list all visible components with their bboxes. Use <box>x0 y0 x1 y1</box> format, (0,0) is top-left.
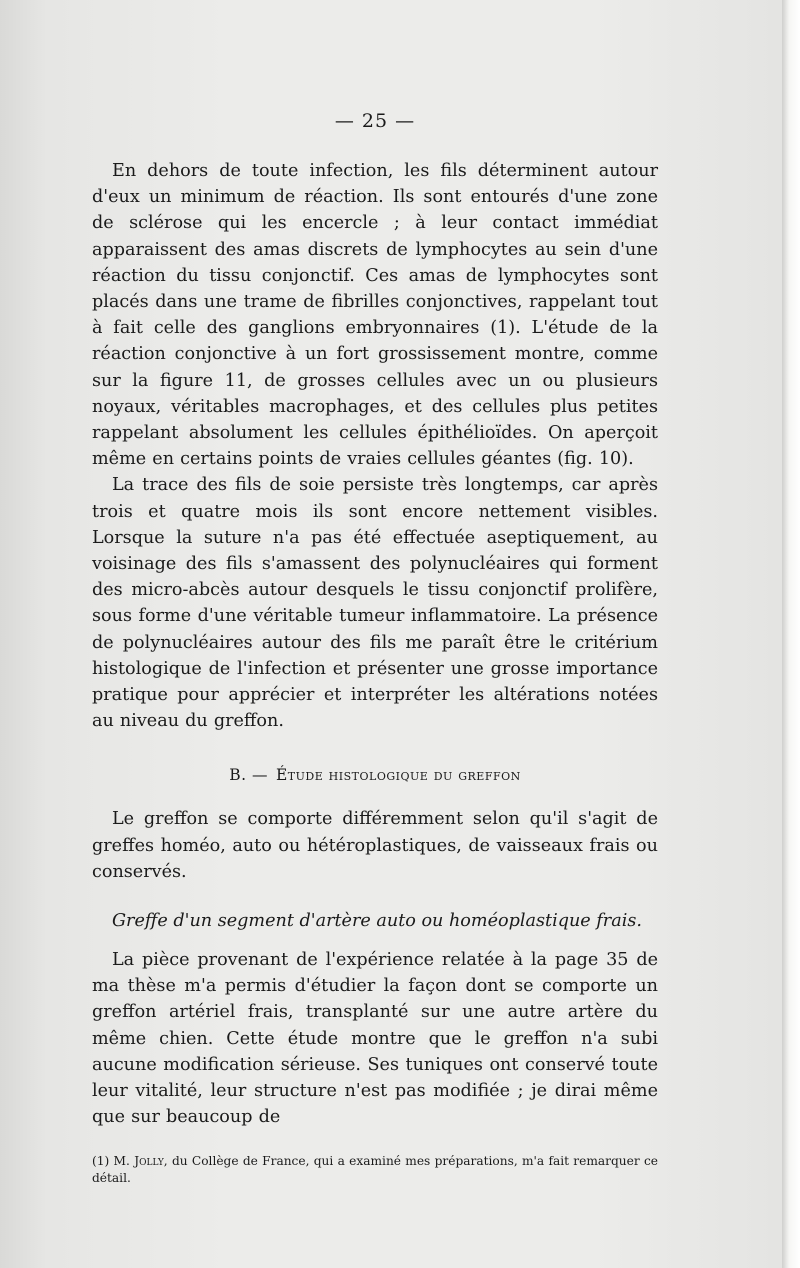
footnote-text: , du Collège de France, qui a examiné mes préparations, m'a fait remarquer ce détail. <box>92 1153 659 1185</box>
section-title: Étude histologique du greffon <box>275 766 521 785</box>
paragraph-silk-threads: La trace des fils de soie persiste très longtemps, car après trois et quatre mois ils sont encore nettement visibles. Lorsque la suture n'a pas été effectuée aseptiquement, au voisinage des fils s'amassent des polynucléaires qui forment des micro-abcès autour desquels le tissu conjonctif prolifère, sous forme d'une véritable tumeur inflammatoire. La présence de polynucléaires autour des fils me paraît être le critérium histologique de l'infection et présenter une grosse importance pratique pour apprécier et interpréter les altérations notées au niveau du greffon. <box>92 475 658 732</box>
page-edge <box>782 0 800 1268</box>
footnote <box>92 1153 658 1187</box>
footnote-author: Jolly <box>134 1153 164 1168</box>
paragraph-experiment: La pièce provenant de l'expérience relatée à la page 35 de ma thèse m'a permis d'étudier la façon dont se comporte un greffon artériel frais, transplanté sur une autre artère du même chien. Cette étude montre que le greffon n'a subi aucune modification sérieuse. Ses tuniques ont conservé toute leur vitalité, leur structure n'est pas modifiée ; je dirai même que sur beaucoup de <box>92 950 658 1128</box>
page-number: — 25 — <box>334 110 416 132</box>
section-label: B. — <box>229 766 268 785</box>
footnote-marker: (1) M. <box>92 1153 130 1168</box>
section-heading <box>92 766 658 784</box>
subheading-fresh-graft: Greffe d'un segment d'artère auto ou homéoplastique frais. <box>112 911 642 932</box>
page-content <box>92 110 658 1187</box>
paragraph-infection-reaction: En dehors de toute infection, les fils déterminent autour d'eux un minimum de réaction. Ils sont entourés d'une zone de sclérose qui les encercle ; à leur contact immédiat apparaissent des amas discrets de lymphocytes au sein d'une réaction du tissu conjonctif. Ces amas de lymphocytes sont placés dans une trame de fibrilles conjonctives, rappelant tout à fait celle des ganglions embryonnaires (1). L'étude de la réaction conjonctive à un fort grossissement montre, comme sur la figure 11, de grosses cellules avec un ou plusieurs noyaux, véritables macrophages, et des cellules plus petites rappelant absolument les cellules épithélioïdes. On aperçoit même en certains points de vraies cellules géantes (fig. 10). <box>92 161 658 470</box>
paragraph-graft-behavior: Le greffon se comporte différemment selon qu'il s'agit de greffes homéo, auto ou hétéroplastiques, de vaisseaux frais ou conservés. <box>92 809 658 882</box>
